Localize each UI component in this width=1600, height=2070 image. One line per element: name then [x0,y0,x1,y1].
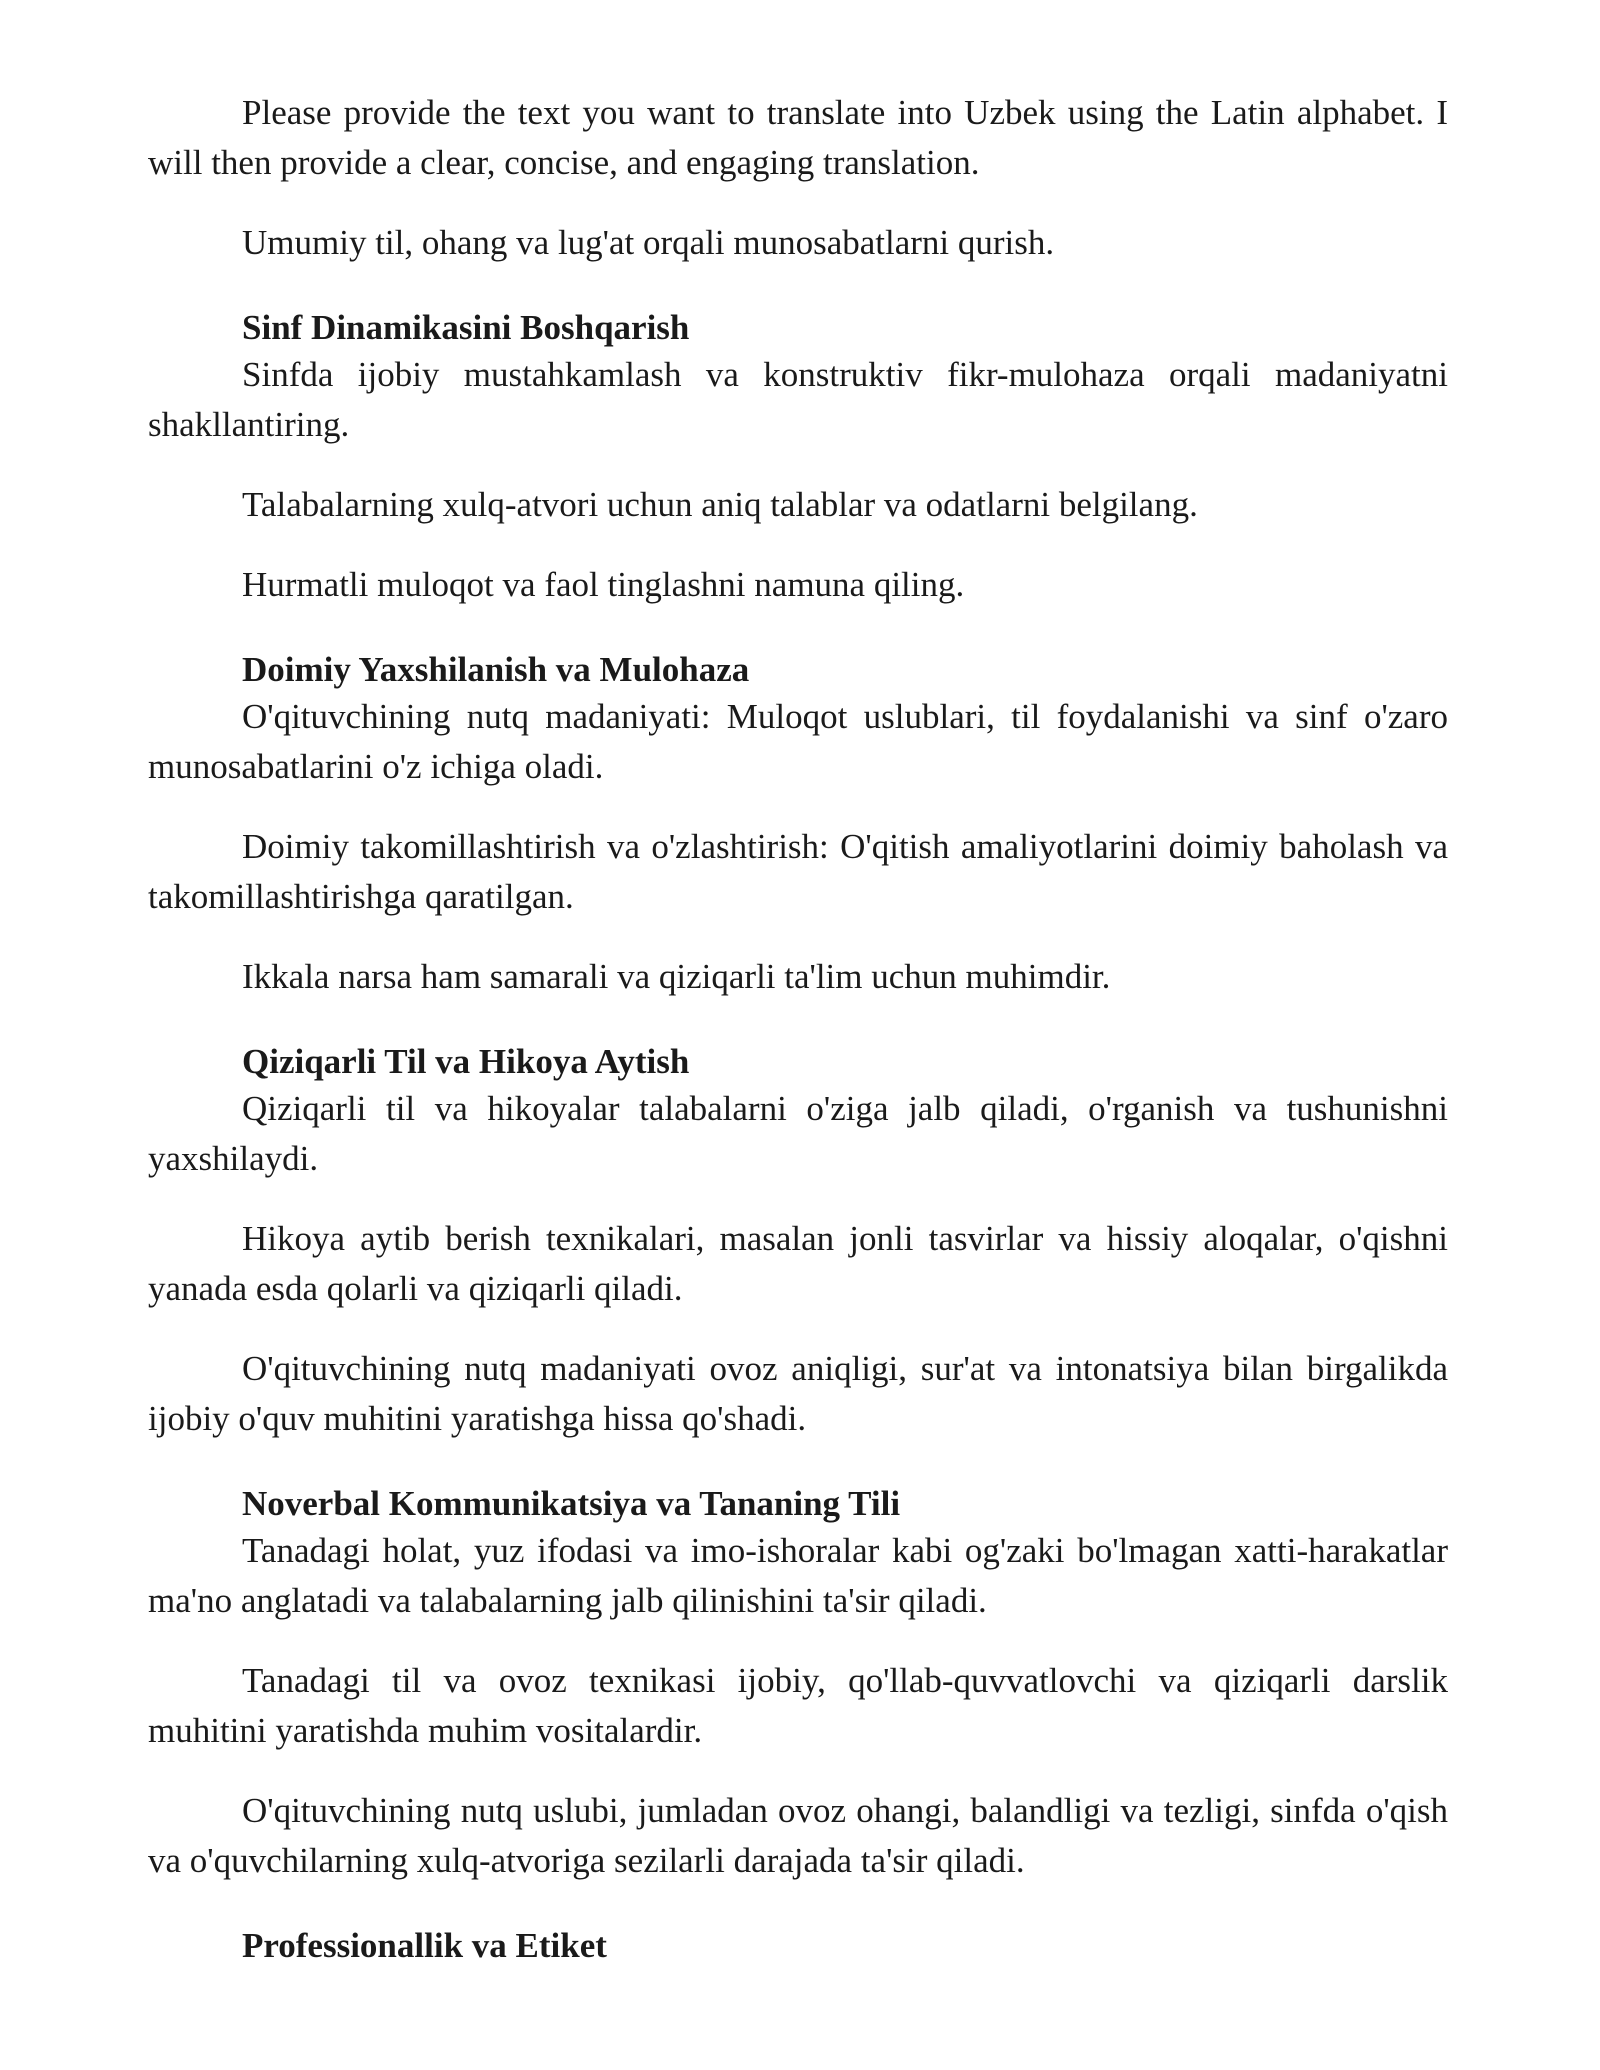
body-paragraph: Ikkala narsa ham samarali va qiziqarli ta'lim uchun muhimdir. [242,957,1111,996]
body-paragraph: Hikoya aytib berish texnikalari, masalan jonli tasvirlar va hissiy aloqalar, o'qishni yanada esda qolarli va qiziqarli qiladi. [148,1219,1448,1308]
body-paragraph: Tanadagi til va ovoz texnikasi ijobiy, qo'llab-quvvatlovchi va qiziqarli darslik muhitini yaratishda muhim vositalardir. [148,1661,1448,1750]
body-paragraph: Doimiy takomillashtirish va o'zlashtirish: O'qitish amaliyotlarini doimiy baholash va takomillashtirishga qaratilgan. [148,827,1448,916]
body-paragraph: Tanadagi holat, yuz ifodasi va imo-ishoralar kabi og'zaki bo'lmagan xatti-harakatlar ma'no anglatadi va talabalarning jalb qilinishini ta'sir qiladi. [148,1531,1448,1620]
section-heading: Sinf Dinamikasini Boshqarish [242,308,690,347]
section-heading: Doimiy Yaxshilanish va Mulohaza [242,650,750,689]
body-paragraph: Talabalarning xulq-atvori uchun aniq talablar va odatlarni belgilang. [242,485,1198,524]
section-heading: Qiziqarli Til va Hikoya Aytish [242,1042,690,1081]
body-paragraph: O'qituvchining nutq madaniyati ovoz aniqligi, sur'at va intonatsiya bilan birgalikda ijobiy o'quv muhitini yaratishga hissa qo'shadi. [148,1349,1448,1438]
body-paragraph: Sinfda ijobiy mustahkamlash va konstruktiv fikr-mulohaza orqali madaniyatni shakllantiring. [148,355,1448,444]
document-body [148,88,1448,1968]
body-paragraph: O'qituvchining nutq uslubi, jumladan ovoz ohangi, balandligi va tezligi, sinfda o'qish va o'quvchilarning xulq-atvoriga sezilarli darajada ta'sir qiladi. [148,1791,1448,1880]
body-paragraph: O'qituvchining nutq madaniyati: Muloqot uslublari, til foydalanishi va sinf o'zaro munosabatlarini o'z ichiga oladi. [148,697,1448,786]
intro-paragraph: Please provide the text you want to translate into Uzbek using the Latin alphabet. I will then provide a clear, concise, and engaging translation. [148,93,1448,182]
intro-paragraph: Umumiy til, ohang va lug'at orqali munosabatlarni qurish. [242,223,1055,262]
section-heading: Noverbal Kommunikatsiya va Tananing Tili [242,1484,901,1523]
body-paragraph: Qiziqarli til va hikoyalar talabalarni o'ziga jalb qiladi, o'rganish va tushunishni yaxshilaydi. [148,1089,1448,1178]
section-heading: Professionallik va Etiket [242,1926,607,1965]
body-paragraph: Hurmatli muloqot va faol tinglashni namuna qiling. [242,565,965,604]
